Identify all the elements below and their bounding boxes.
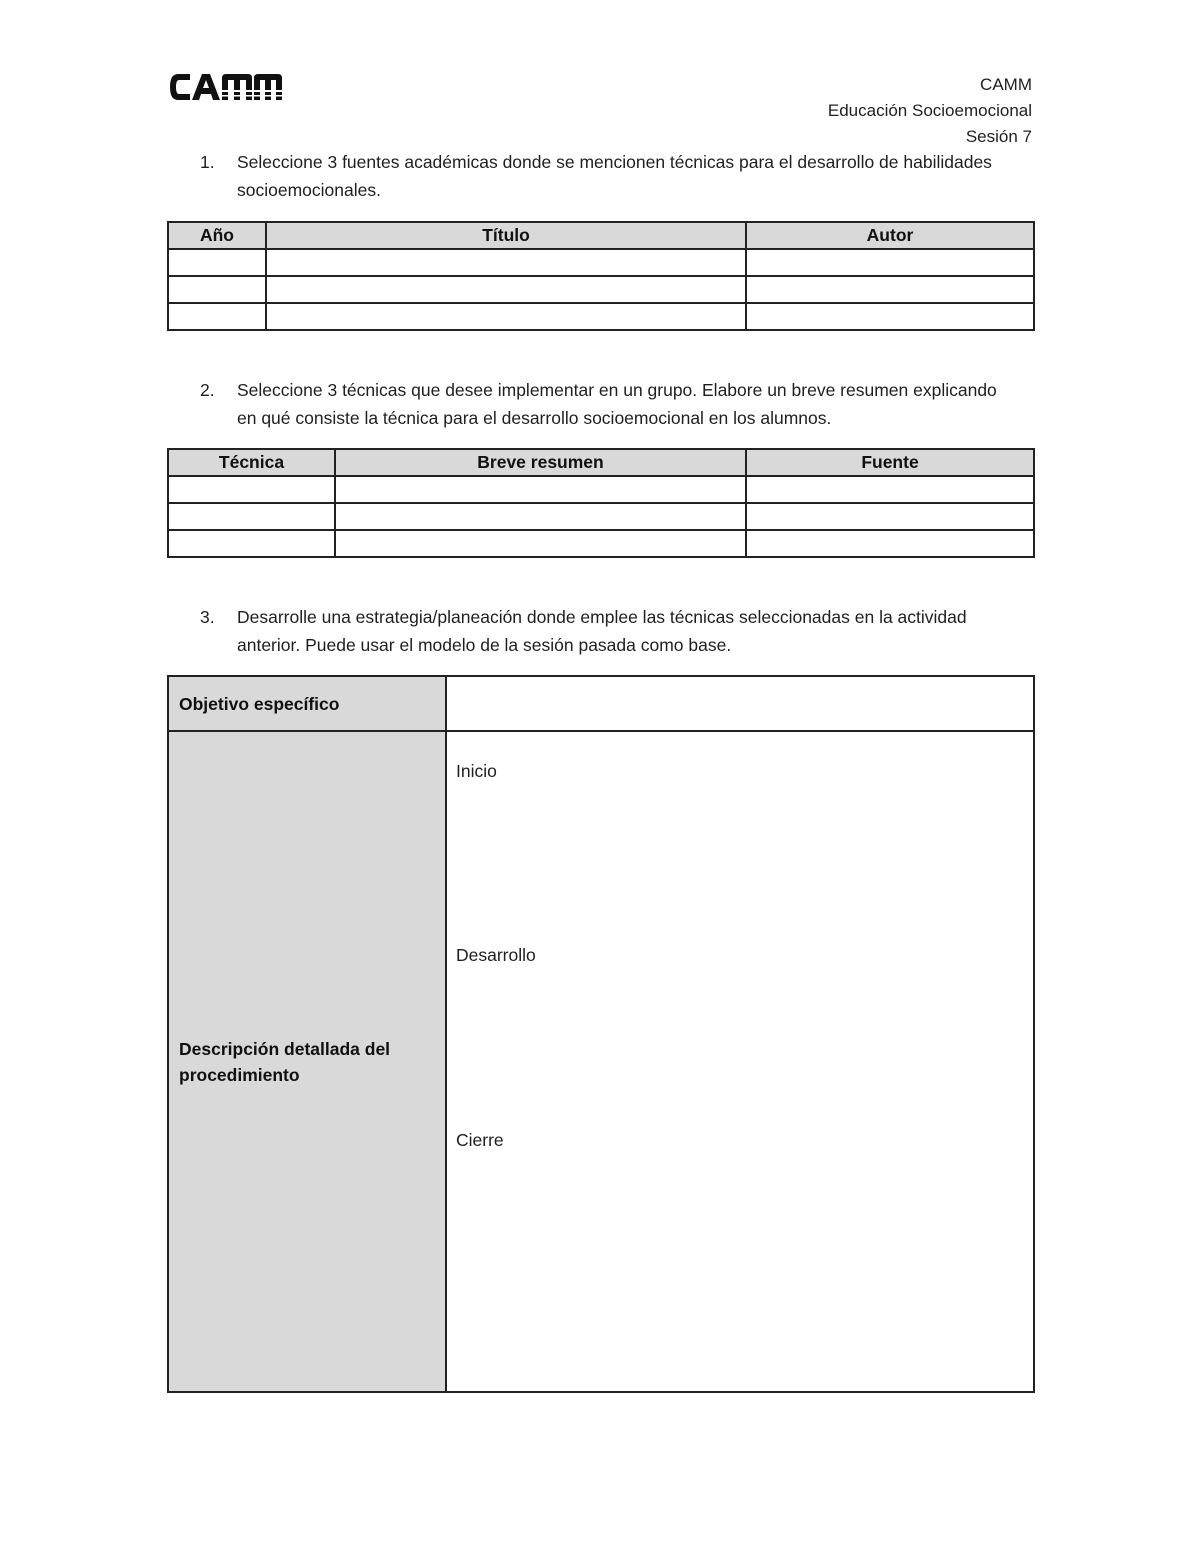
objective-row — [168, 676, 1034, 731]
table-row — [168, 530, 1034, 557]
table-cell[interactable] — [335, 476, 746, 503]
table-cell[interactable] — [266, 303, 746, 330]
header-subject: Educación Socioemocional — [827, 101, 1032, 120]
question-2 — [200, 376, 1000, 432]
question-1 — [200, 148, 1000, 204]
table-cell[interactable] — [746, 303, 1034, 330]
question-number: 1. — [200, 152, 215, 172]
stage-inicio: Inicio — [456, 761, 497, 781]
question-3 — [200, 603, 1000, 659]
question-number: 3. — [200, 607, 215, 627]
table-cell[interactable] — [168, 476, 335, 503]
strategy-table — [167, 675, 1035, 1393]
column-header: Año — [168, 222, 266, 249]
table-cell[interactable] — [266, 249, 746, 276]
table-row — [168, 303, 1034, 330]
table-cell[interactable] — [335, 503, 746, 530]
table-cell[interactable] — [335, 530, 746, 557]
table-cell[interactable] — [746, 276, 1034, 303]
table-cell[interactable] — [168, 249, 266, 276]
header-session: Sesión 7 — [965, 127, 1032, 146]
question-text: Seleccione 3 fuentes académicas donde se mencionen técnicas para el desarrollo de habilidades socioemocionales. — [237, 152, 992, 200]
table-header-row — [168, 449, 1034, 476]
table-cell[interactable] — [746, 476, 1034, 503]
table-cell[interactable] — [746, 530, 1034, 557]
table-header-row — [168, 222, 1034, 249]
objective-field[interactable] — [446, 676, 1034, 731]
table-cell[interactable] — [746, 249, 1034, 276]
header-org: CAMM — [980, 75, 1032, 94]
camm-logo — [168, 70, 284, 104]
column-header: Autor — [746, 222, 1034, 249]
description-label: Descripción detallada del procedimiento — [168, 731, 446, 1392]
table-cell[interactable] — [746, 503, 1034, 530]
table-row — [168, 249, 1034, 276]
question-number: 2. — [200, 380, 215, 400]
table-cell[interactable] — [168, 530, 335, 557]
column-header: Título — [266, 222, 746, 249]
techniques-table — [167, 448, 1035, 558]
column-header: Fuente — [746, 449, 1034, 476]
stage-cierre: Cierre — [456, 1130, 504, 1150]
document-header — [828, 72, 1032, 150]
table-row — [168, 276, 1034, 303]
table-cell[interactable] — [168, 503, 335, 530]
column-header: Técnica — [168, 449, 335, 476]
question-text: Seleccione 3 técnicas que desee implementar en un grupo. Elabore un breve resumen explicando en qué consiste la técnica para el desarrollo socioemocional en los alumnos. — [237, 380, 997, 428]
table-row — [168, 503, 1034, 530]
stage-desarrollo: Desarrollo — [456, 945, 536, 965]
table-row — [168, 476, 1034, 503]
question-text: Desarrolle una estrategia/planeación donde emplee las técnicas seleccionadas en la actividad anterior. Puede usar el modelo de la sesión pasada como base. — [237, 607, 967, 655]
table-cell[interactable] — [168, 303, 266, 330]
table-cell[interactable] — [168, 276, 266, 303]
column-header: Breve resumen — [335, 449, 746, 476]
table-cell[interactable] — [266, 276, 746, 303]
objective-label: Objetivo específico — [168, 676, 446, 731]
description-row — [168, 731, 1034, 1392]
sources-table — [167, 221, 1035, 331]
description-field[interactable] — [446, 731, 1034, 1392]
